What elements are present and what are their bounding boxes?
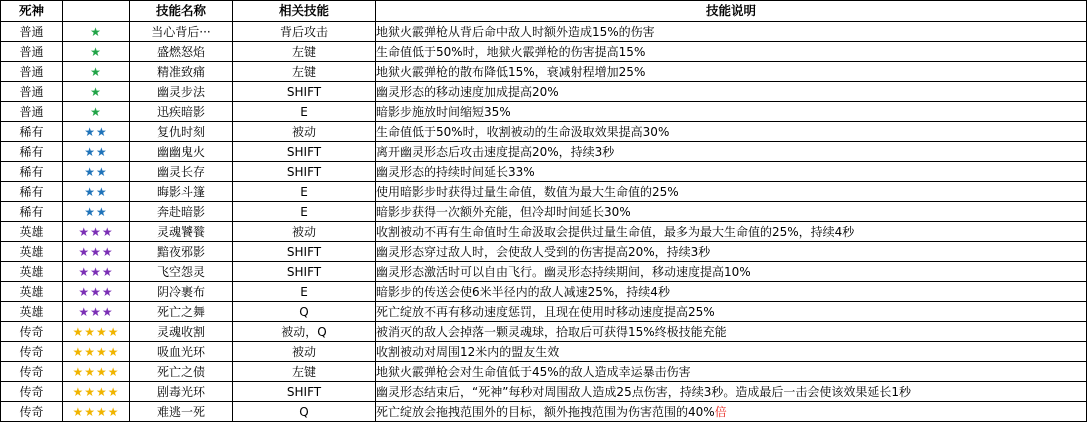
related-skill-cell: Q <box>233 302 376 322</box>
tier-cell: 传奇 <box>1 402 63 422</box>
related-skill-cell: Q <box>233 402 376 422</box>
related-skill-cell: E <box>233 202 376 222</box>
description-cell <box>376 282 1087 302</box>
related-skill-cell: E <box>233 282 376 302</box>
table-row <box>1 362 1087 382</box>
description-text: 收割被动对周围12米内的盟友生效 <box>376 344 560 359</box>
description-text: 幽灵形态的移动速度加成提高20% <box>376 84 559 99</box>
table-row <box>1 202 1087 222</box>
skill-name-cell: 灵魂收割 <box>130 322 233 342</box>
star-rating-icon: ★ <box>63 102 130 122</box>
table-row <box>1 42 1087 62</box>
description-cell <box>376 202 1087 222</box>
tier-cell: 稀有 <box>1 142 63 162</box>
skill-name-cell: 灵魂饕餮 <box>130 222 233 242</box>
description-cell <box>376 362 1087 382</box>
tier-cell: 英雄 <box>1 302 63 322</box>
header-stars <box>63 1 130 22</box>
description-cell <box>376 262 1087 282</box>
description-text: 地狱火霰弹枪的散布降低15%，衰减射程增加25% <box>376 64 646 79</box>
skill-name-cell: 幽灵长存 <box>130 162 233 182</box>
star-rating-icon: ★★★★ <box>63 402 130 422</box>
table-row <box>1 62 1087 82</box>
related-skill-cell: SHIFT <box>233 82 376 102</box>
skill-name-cell: 复仇时刻 <box>130 122 233 142</box>
skill-name-cell: 当心背后··· <box>130 22 233 42</box>
star-rating-icon: ★ <box>63 42 130 62</box>
star-rating-icon: ★★★★ <box>63 382 130 402</box>
skill-name-cell: 难逃一死 <box>130 402 233 422</box>
skill-name-cell: 剧毒光环 <box>130 382 233 402</box>
description-text: 暗影步施放时间缩短35% <box>376 104 511 119</box>
table-row <box>1 402 1087 422</box>
related-skill-cell: SHIFT <box>233 382 376 402</box>
related-skill-cell: 背后攻击 <box>233 22 376 42</box>
star-rating-icon: ★★★ <box>63 242 130 262</box>
related-skill-cell: 被动，Q <box>233 322 376 342</box>
star-rating-icon: ★★ <box>63 182 130 202</box>
star-rating-icon: ★ <box>63 62 130 82</box>
description-text: 幽灵形态结束后，“死神”每秒对周围敌人造成25点伤害，持续3秒。造成最后一击会使该效果延长1秒 <box>376 384 911 399</box>
table-row <box>1 22 1087 42</box>
tier-cell: 传奇 <box>1 382 63 402</box>
star-rating-icon: ★★★★ <box>63 362 130 382</box>
description-cell <box>376 402 1087 422</box>
header-related-skill: 相关技能 <box>233 1 376 22</box>
star-rating-icon: ★ <box>63 22 130 42</box>
star-rating-icon: ★★ <box>63 142 130 162</box>
table-row <box>1 142 1087 162</box>
skill-name-cell: 迅疾暗影 <box>130 102 233 122</box>
tier-cell: 普通 <box>1 82 63 102</box>
star-rating-icon: ★★★★ <box>63 322 130 342</box>
skill-name-cell: 黯夜邪影 <box>130 242 233 262</box>
skill-name-cell: 精准致痛 <box>130 62 233 82</box>
tier-cell: 稀有 <box>1 122 63 142</box>
related-skill-cell: E <box>233 182 376 202</box>
description-text: 死亡绽放不再有移动速度惩罚，且现在使用时移动速度提高25% <box>376 304 715 319</box>
table-row <box>1 342 1087 362</box>
description-text: 生命值低于50%时，地狱火霰弹枪的伤害提高15% <box>376 44 646 59</box>
skill-name-cell: 幽灵步法 <box>130 82 233 102</box>
description-text: 离开幽灵形态后攻击速度提高20%，持续3秒 <box>376 144 615 159</box>
table-row <box>1 102 1087 122</box>
table-row <box>1 222 1087 242</box>
skill-name-cell: 晦影斗篷 <box>130 182 233 202</box>
description-text: 幽灵形态激活时可以自由飞行。幽灵形态持续期间，移动速度提高10% <box>376 264 751 279</box>
tier-cell: 传奇 <box>1 322 63 342</box>
table-row <box>1 282 1087 302</box>
related-skill-cell: 左键 <box>233 42 376 62</box>
skill-name-cell: 吸血光环 <box>130 342 233 362</box>
description-text: 生命值低于50%时，收割被动的生命汲取效果提高30% <box>376 124 670 139</box>
description-cell <box>376 182 1087 202</box>
table-row <box>1 82 1087 102</box>
table-row <box>1 122 1087 142</box>
related-skill-cell: 左键 <box>233 362 376 382</box>
tier-cell: 稀有 <box>1 182 63 202</box>
description-cell <box>376 242 1087 262</box>
description-highlight: 倍 <box>714 404 727 419</box>
tier-cell: 英雄 <box>1 262 63 282</box>
table-row <box>1 162 1087 182</box>
related-skill-cell: SHIFT <box>233 242 376 262</box>
description-text: 死亡绽放会拖拽范围外的目标，额外拖拽范围为伤害范围的40% <box>376 404 715 419</box>
tier-cell: 普通 <box>1 22 63 42</box>
star-rating-icon: ★★★ <box>63 282 130 302</box>
related-skill-cell: 被动 <box>233 122 376 142</box>
star-rating-icon: ★★ <box>63 202 130 222</box>
description-text: 地狱火霰弹枪会对生命值低于45%的敌人造成幸运暴击伤害 <box>376 364 691 379</box>
star-rating-icon: ★★ <box>63 162 130 182</box>
description-cell <box>376 302 1087 322</box>
description-cell <box>376 102 1087 122</box>
table-row <box>1 382 1087 402</box>
header-skill-name: 技能名称 <box>130 1 233 22</box>
description-cell <box>376 342 1087 362</box>
table-row <box>1 262 1087 282</box>
star-rating-icon: ★★★ <box>63 262 130 282</box>
tier-cell: 英雄 <box>1 242 63 262</box>
description-text: 幽灵形态穿过敌人时，会使敌人受到的伤害提高20%，持续3秒 <box>376 244 711 259</box>
table-row <box>1 322 1087 342</box>
table-row <box>1 302 1087 322</box>
tier-cell: 普通 <box>1 102 63 122</box>
star-rating-icon: ★★ <box>63 122 130 142</box>
description-cell <box>376 382 1087 402</box>
tier-cell: 稀有 <box>1 162 63 182</box>
table-row <box>1 182 1087 202</box>
tier-cell: 普通 <box>1 42 63 62</box>
skill-name-cell: 死亡之舞 <box>130 302 233 322</box>
tier-cell: 稀有 <box>1 202 63 222</box>
description-cell <box>376 62 1087 82</box>
skill-name-cell: 飞空怨灵 <box>130 262 233 282</box>
description-text: 使用暗影步时获得过量生命值，数值为最大生命值的25% <box>376 184 679 199</box>
description-cell <box>376 82 1087 102</box>
tier-cell: 传奇 <box>1 342 63 362</box>
description-text: 被消灭的敌人会掉落一颗灵魂球，拾取后可获得15%终极技能充能 <box>376 324 727 339</box>
related-skill-cell: SHIFT <box>233 142 376 162</box>
description-text: 幽灵形态的持续时间延长33% <box>376 164 535 179</box>
star-rating-icon: ★ <box>63 82 130 102</box>
table-row <box>1 242 1087 262</box>
description-cell <box>376 42 1087 62</box>
tier-cell: 英雄 <box>1 222 63 242</box>
tier-cell: 英雄 <box>1 282 63 302</box>
related-skill-cell: SHIFT <box>233 162 376 182</box>
description-cell <box>376 122 1087 142</box>
related-skill-cell: 被动 <box>233 342 376 362</box>
description-text: 暗影步的传送会使6米半径内的敌人减速25%，持续4秒 <box>376 284 670 299</box>
header-description: 技能说明 <box>376 1 1087 22</box>
skill-name-cell: 幽幽鬼火 <box>130 142 233 162</box>
skill-name-cell: 阴冷裹布 <box>130 282 233 302</box>
related-skill-cell: E <box>233 102 376 122</box>
header-tier: 死神 <box>1 1 63 22</box>
tier-cell: 普通 <box>1 62 63 82</box>
skill-name-cell: 盛燃怒焰 <box>130 42 233 62</box>
description-cell <box>376 142 1087 162</box>
related-skill-cell: 被动 <box>233 222 376 242</box>
star-rating-icon: ★★★ <box>63 222 130 242</box>
skill-name-cell: 死亡之债 <box>130 362 233 382</box>
description-text: 暗影步获得一次额外充能，但冷却时间延长30% <box>376 204 631 219</box>
related-skill-cell: SHIFT <box>233 262 376 282</box>
description-cell <box>376 162 1087 182</box>
description-cell <box>376 322 1087 342</box>
related-skill-cell: 左键 <box>233 62 376 82</box>
description-cell <box>376 22 1087 42</box>
skill-name-cell: 奔赴暗影 <box>130 202 233 222</box>
description-cell <box>376 222 1087 242</box>
star-rating-icon: ★★★★ <box>63 342 130 362</box>
header-row <box>1 1 1087 22</box>
description-text: 地狱火霰弹枪从背后命中敌人时额外造成15%的伤害 <box>376 24 655 39</box>
tier-cell: 传奇 <box>1 362 63 382</box>
star-rating-icon: ★★★ <box>63 302 130 322</box>
description-text: 收割被动不再有生命值时生命汲取会提供过量生命值，最多为最大生命值的25%，持续4秒 <box>376 224 855 239</box>
skills-body <box>1 22 1087 422</box>
